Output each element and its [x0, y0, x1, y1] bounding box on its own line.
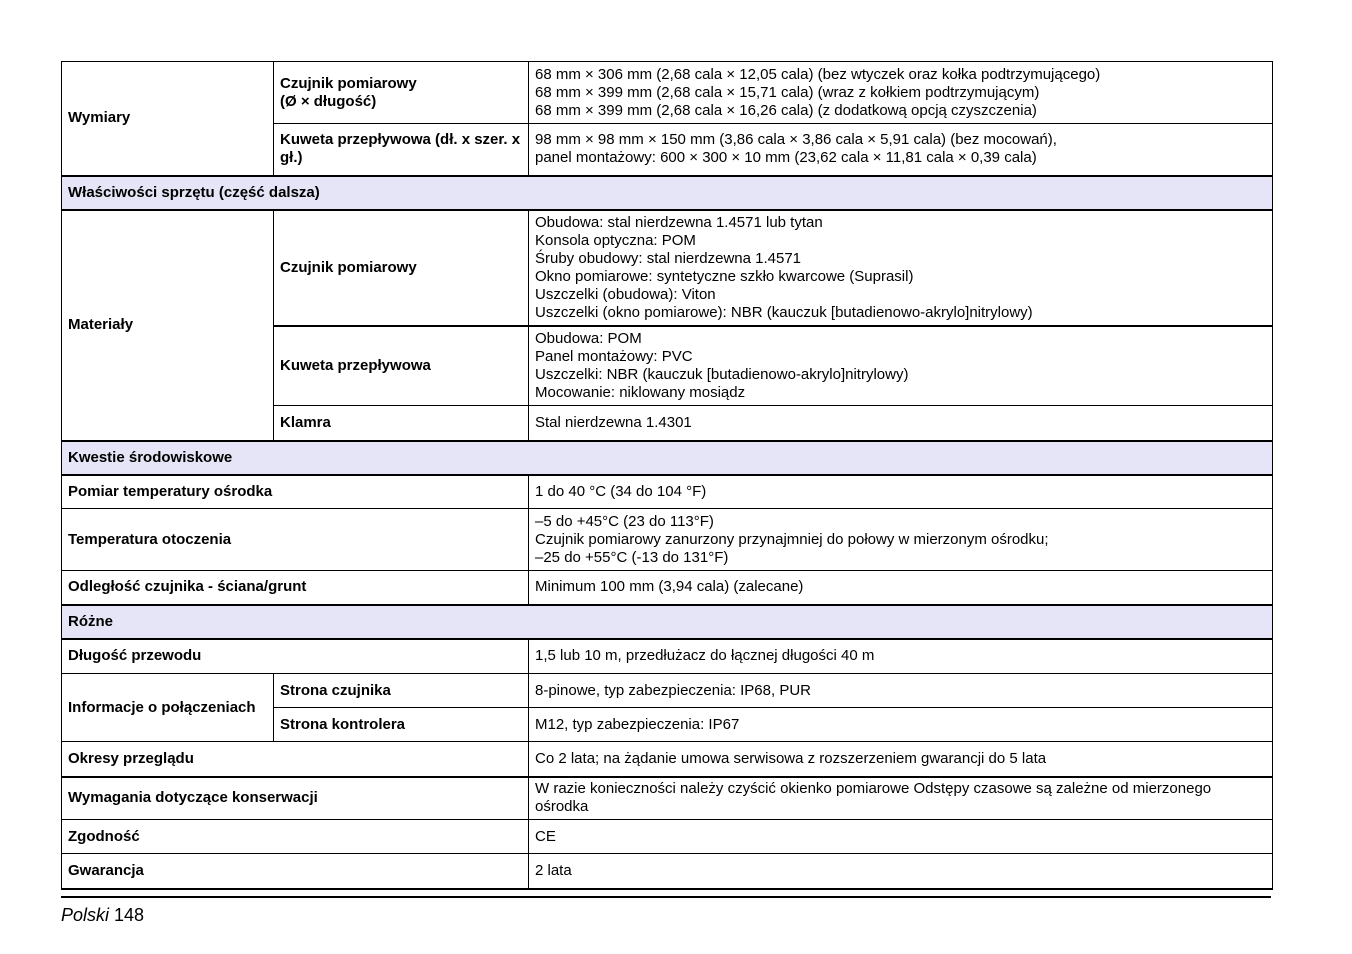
sensor-distance-label: Odległość czujnika - ściana/grunt: [62, 571, 529, 605]
cable-length-label: Długość przewodu: [62, 639, 529, 674]
connections-label: Informacje o połączeniach: [62, 674, 274, 742]
section-row: [62, 441, 1273, 475]
section-heading-environment: Kwestie środowiskowe: [62, 441, 1273, 475]
medium-temperature-value: 1 do 40 °C (34 do 104 °F): [529, 475, 1273, 509]
table-row: [62, 820, 1273, 854]
table-row: [62, 475, 1273, 509]
warranty-value: 2 lata: [529, 854, 1273, 889]
sensor-distance-value: Minimum 100 mm (3,94 cala) (zalecane): [529, 571, 1273, 605]
section-row: [62, 176, 1273, 210]
clamp-value: Stal nierdzewna 1.4301: [529, 406, 1273, 441]
flow-cell-dimensions-value: 98 mm × 98 mm × 150 mm (3,86 cala × 3,86 cala × 5,91 cala) (bez mocowań), panel montażowy: 600 × 300 × 10 mm (23,62 cala × 11,81 cala × 0,39 cala): [529, 124, 1273, 176]
flow-cell-materials-label: Kuweta przepływowa: [274, 326, 529, 406]
controller-side-value: M12, typ zabezpieczenia: IP67: [529, 708, 1273, 742]
table-row: [62, 777, 1273, 820]
maintenance-value: W razie konieczności należy czyścić okienko pomiarowe Odstępy czasowe są zależne od mierzonego ośrodka: [529, 777, 1273, 820]
sensor-materials-label: Czujnik pomiarowy: [274, 210, 529, 326]
table-row: [62, 571, 1273, 605]
table-row: [62, 854, 1273, 889]
maintenance-label: Wymagania dotyczące konserwacji: [62, 777, 529, 820]
flow-cell-dimensions-label: Kuweta przepływowa (dł. x szer. x gł.): [274, 124, 529, 176]
inspection-intervals-label: Okresy przeglądu: [62, 742, 529, 777]
table-row: [62, 742, 1273, 777]
ambient-temperature-value: –5 do +45°C (23 do 113°F) Czujnik pomiarowy zanurzony przynajmniej do połowy w mierzonym ośrodku; –25 do +55°C (-13 do 131°F): [529, 509, 1273, 571]
cable-length-value: 1,5 lub 10 m, przedłużacz do łącznej długości 40 m: [529, 639, 1273, 674]
sensor-side-label: Strona czujnika: [274, 674, 529, 708]
flow-cell-materials-value: Obudowa: POM Panel montażowy: PVC Uszczelki: NBR (kauczuk [butadienowo-akrylo]nitrylowy) Mocowanie: niklowany mosiądz: [529, 326, 1273, 406]
table-row: [62, 674, 1273, 708]
clamp-label: Klamra: [274, 406, 529, 441]
page-footer: [61, 904, 144, 926]
materials-label: Materiały: [62, 210, 274, 441]
section-row: [62, 605, 1273, 639]
table-row: [62, 210, 1273, 326]
controller-side-label: Strona kontrolera: [274, 708, 529, 742]
footer-divider: [61, 896, 1271, 898]
specifications-table: [61, 61, 1273, 890]
table-row: [62, 62, 1273, 124]
warranty-label: Gwarancja: [62, 854, 529, 889]
compliance-label: Zgodność: [62, 820, 529, 854]
sensor-materials-value: Obudowa: stal nierdzewna 1.4571 lub tytan Konsola optyczna: POM Śruby obudowy: stal nierdzewna 1.4571 Okno pomiarowe: syntetyczne szkło kwarcowe (Suprasil) Uszczelki (obudowa): Viton Uszczelki (okno pomiarowe): NBR (kauczuk [butadienowo-akrylo]nitrylowy): [529, 210, 1273, 326]
dimensions-label: Wymiary: [62, 62, 274, 176]
inspection-intervals-value: Co 2 lata; na żądanie umowa serwisowa z rozszerzeniem gwarancji do 5 lata: [529, 742, 1273, 777]
sensor-side-value: 8-pinowe, typ zabezpieczenia: IP68, PUR: [529, 674, 1273, 708]
footer-language: Polski: [61, 905, 110, 925]
medium-temperature-label: Pomiar temperatury ośrodka: [62, 475, 529, 509]
section-heading-misc: Różne: [62, 605, 1273, 639]
section-heading-hardware: Właściwości sprzętu (część dalsza): [62, 176, 1273, 210]
sensor-dimensions-label: Czujnik pomiarowy (Ø × długość): [274, 62, 529, 124]
table-row: [62, 509, 1273, 571]
sensor-dimensions-value: 68 mm × 306 mm (2,68 cala × 12,05 cala) (bez wtyczek oraz kołka podtrzymującego) 68 mm × 399 mm (2,68 cala × 15,71 cala) (wraz z kołkiem podtrzymującym) 68 mm × 399 mm (2,68 cala × 16,26 cala) (z dodatkową opcją czyszczenia): [529, 62, 1273, 124]
page-number: 148: [114, 905, 145, 925]
ambient-temperature-label: Temperatura otoczenia: [62, 509, 529, 571]
table-row: [62, 639, 1273, 674]
compliance-value: CE: [529, 820, 1273, 854]
